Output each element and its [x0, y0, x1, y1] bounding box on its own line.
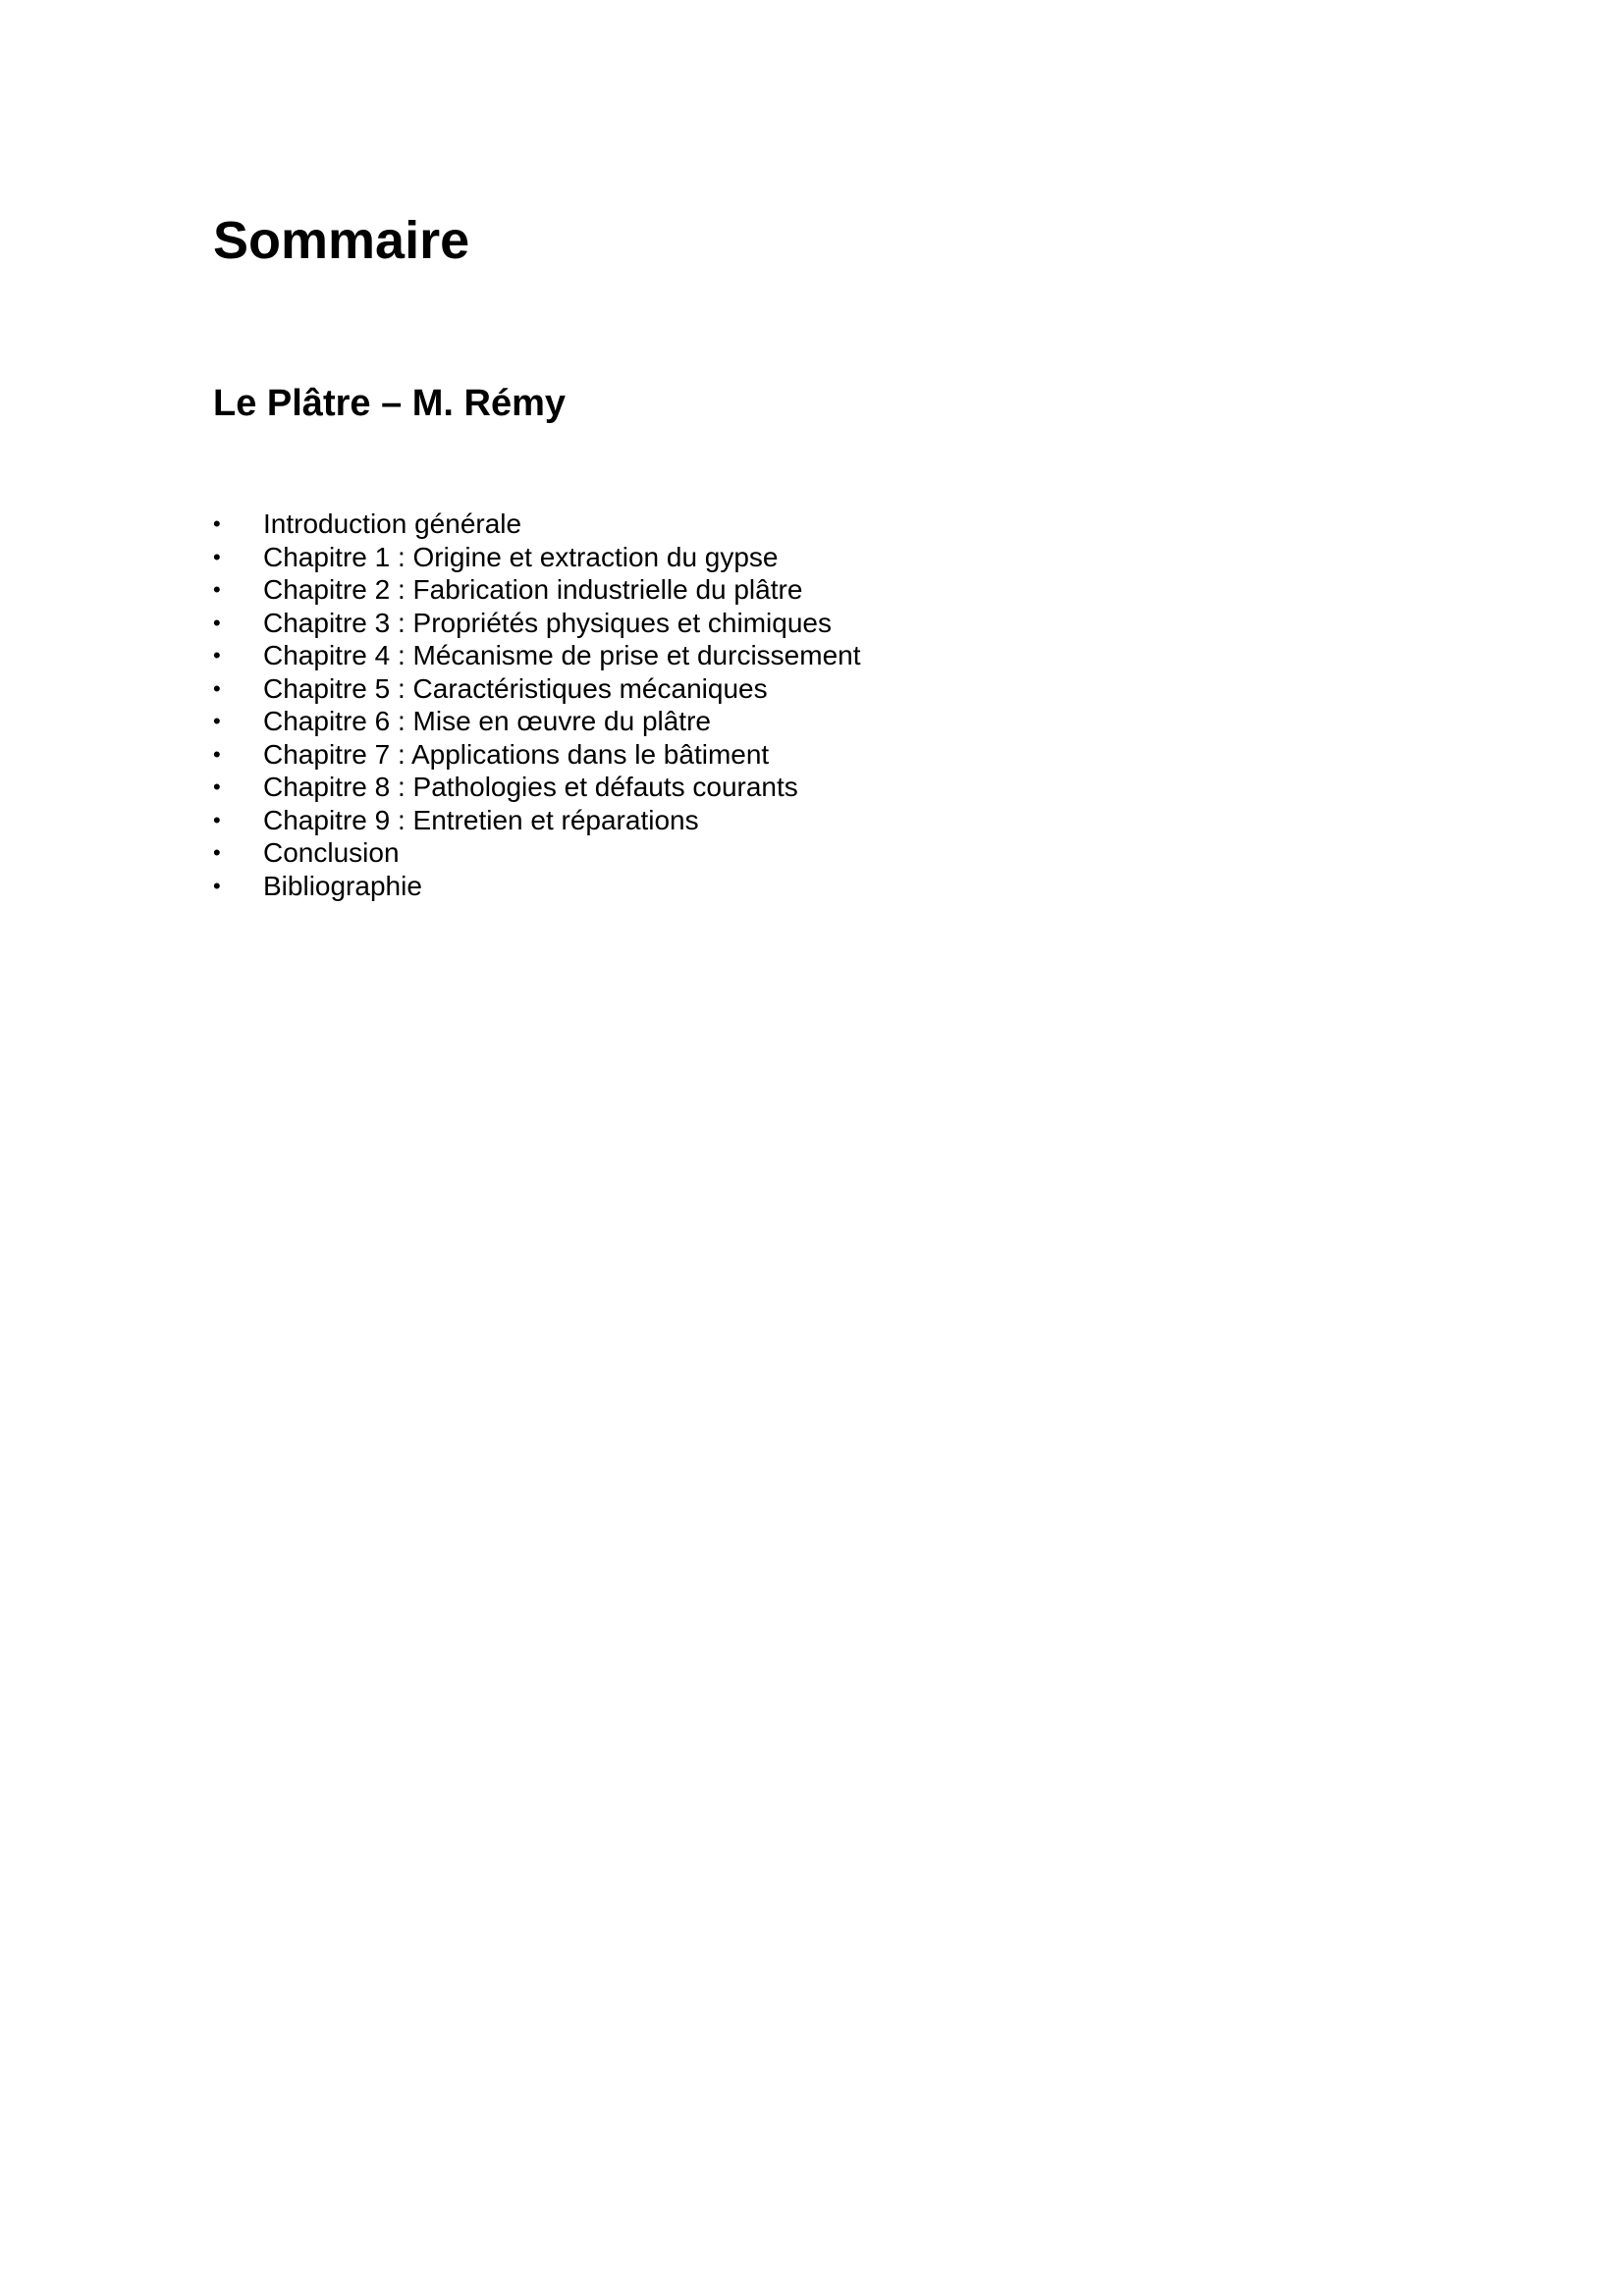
toc-item-label: Bibliographie	[263, 870, 422, 901]
bullet-icon: •	[213, 511, 221, 536]
bullet-icon: •	[213, 807, 221, 832]
toc-item-label: Conclusion	[263, 837, 400, 868]
document-subtitle: Le Plâtre – M. Rémy	[213, 383, 567, 424]
bullet-icon: •	[213, 840, 221, 865]
toc-item-label: Chapitre 4 : Mécanisme de prise et durcissement	[263, 640, 861, 670]
bullet-icon: •	[213, 709, 221, 733]
bullet-icon: •	[213, 774, 221, 799]
page-title: Sommaire	[213, 211, 470, 270]
toc-item-label: Chapitre 7 : Applications dans le bâtiment	[263, 738, 770, 770]
toc-item-label: Chapitre 9 : Entretien et réparations	[263, 804, 699, 835]
bullet-icon: •	[213, 610, 221, 635]
bullet-icon: •	[213, 643, 221, 667]
bullet-icon: •	[213, 741, 221, 767]
toc-item-label: Chapitre 1 : Origine et extraction du gypse	[263, 541, 779, 572]
toc-item-label: Chapitre 3 : Propriétés physiques et chimiques	[263, 607, 832, 638]
toc-item-label: Chapitre 6 : Mise en œuvre du plâtre	[263, 706, 711, 736]
toc-item-label: Chapitre 2 : Fabrication industrielle du plâtre	[263, 574, 803, 605]
toc-item-label: Chapitre 8 : Pathologies et défauts courants	[263, 772, 798, 802]
bullet-icon: •	[213, 577, 221, 602]
bullet-icon: •	[213, 873, 221, 898]
toc-item-label: Chapitre 5 : Caractéristiques mécaniques	[263, 672, 768, 704]
bullet-icon: •	[213, 544, 221, 569]
toc-item-label: Introduction générale	[263, 508, 522, 539]
bullet-icon: •	[213, 675, 221, 701]
